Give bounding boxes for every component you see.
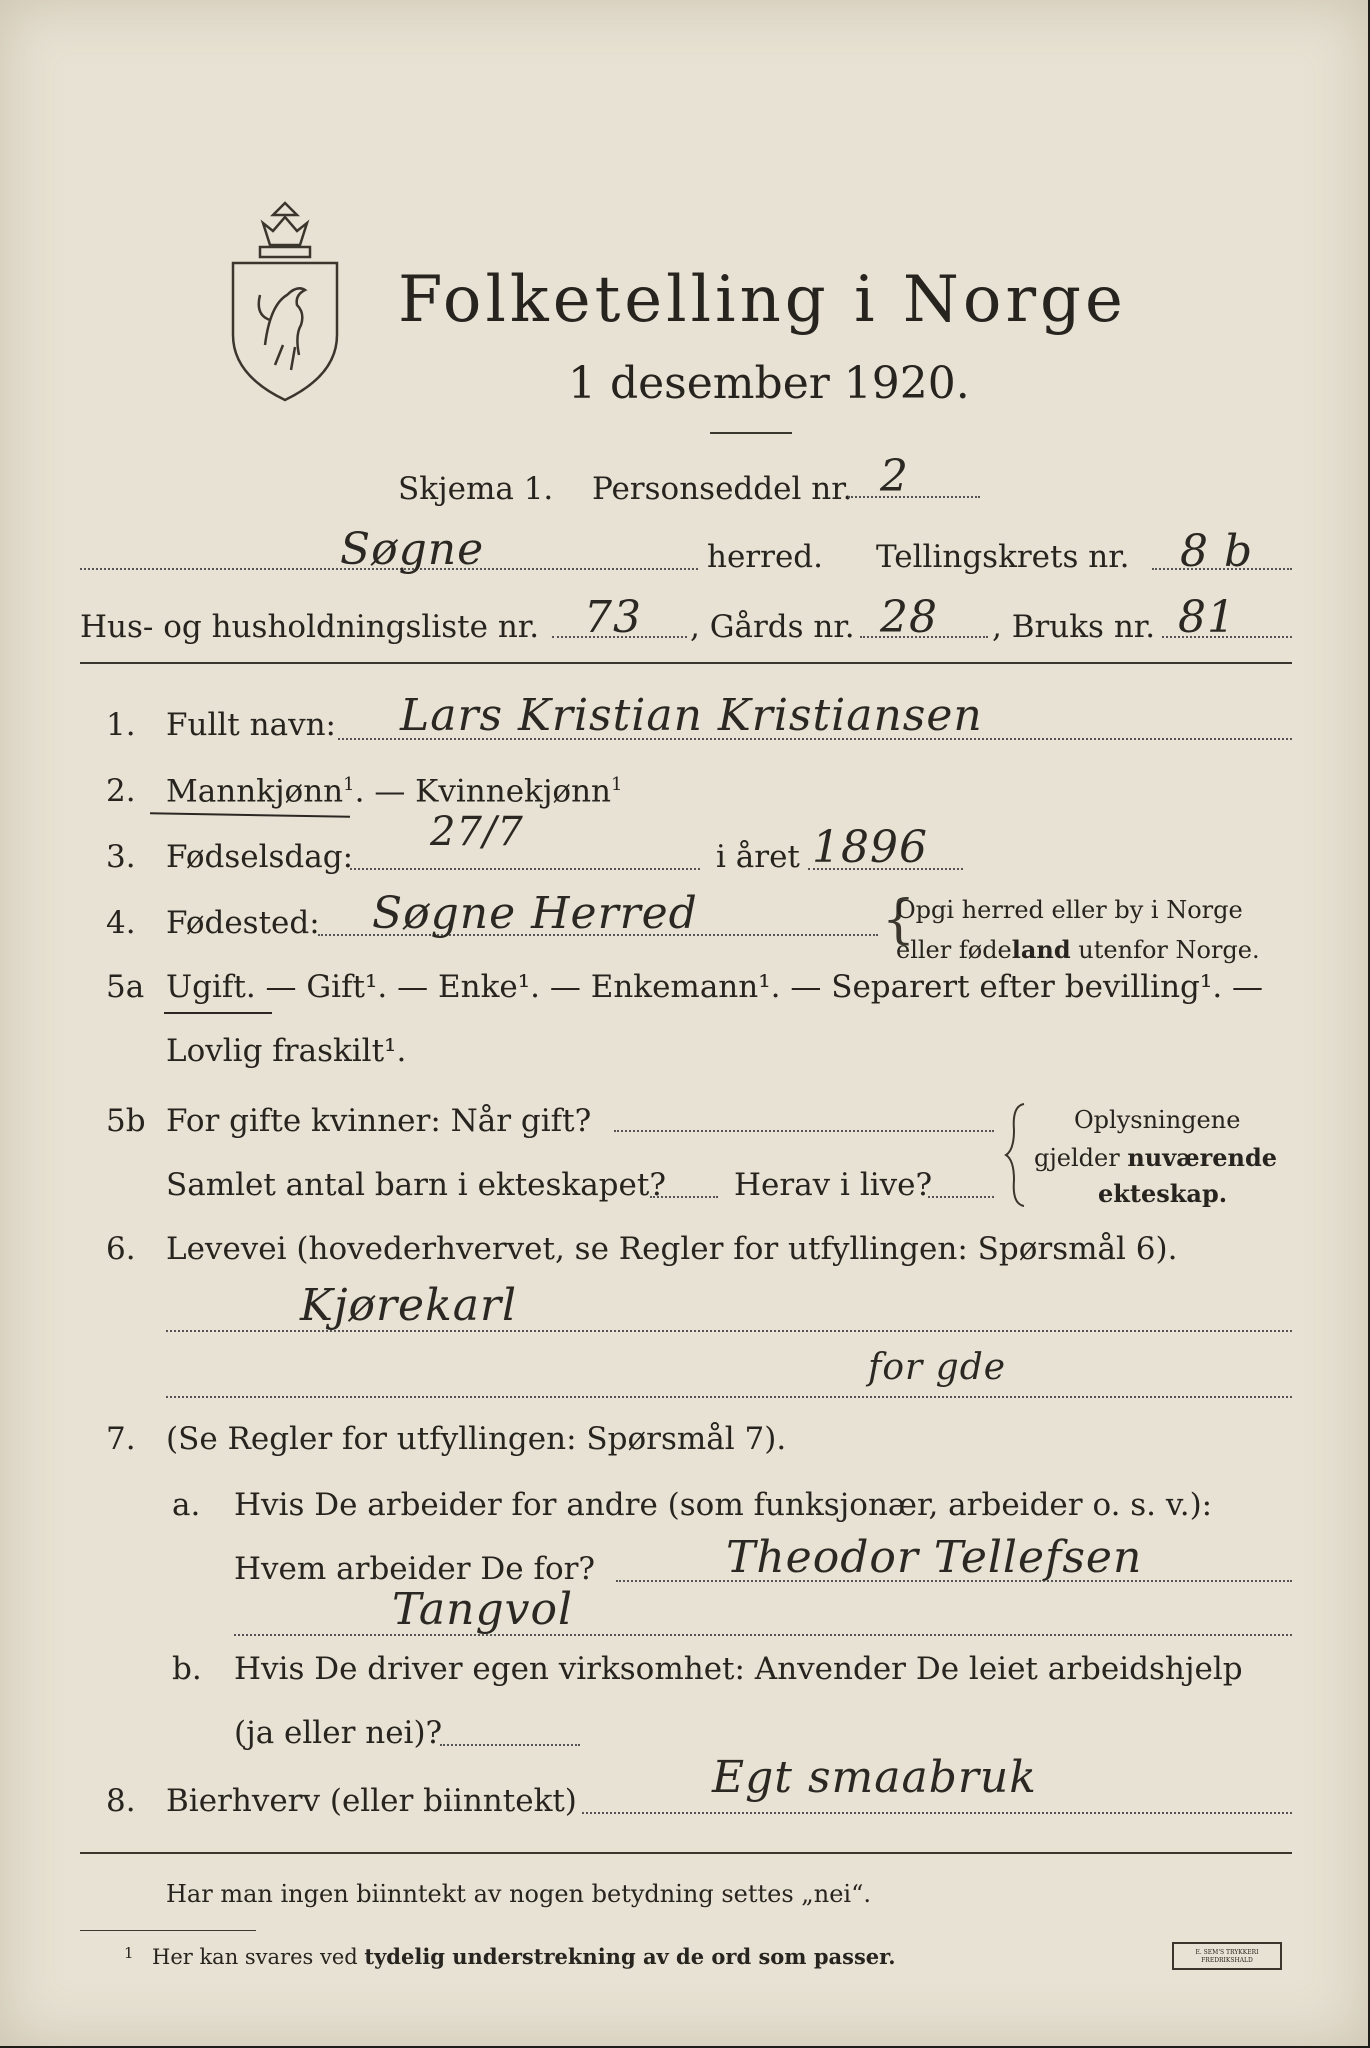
- footer-rule: [80, 1852, 1292, 1854]
- q7a-number: a.: [172, 1487, 201, 1523]
- q4-note-line1: Opgi herred eller by i Norge: [896, 896, 1243, 924]
- q5b-children: Samlet antal barn i ekteskapet?: [166, 1167, 666, 1203]
- q7a-label: Hvis De arbeider for andre (som funksjonær, arbeider o. s. v.):: [234, 1487, 1213, 1523]
- q7b-label-2: (ja eller nei)?: [234, 1715, 443, 1751]
- tellingskrets-label: Tellingskrets nr.: [876, 539, 1130, 575]
- side-income-value: Egt smaabruk: [712, 1752, 1037, 1803]
- q5a-options: Ugift. — Gift¹. — Enke¹. — Enkemann¹. — Separert efter bevilling¹. —: [166, 969, 1264, 1005]
- header-rule: [80, 662, 1292, 664]
- ugift-underline: [164, 1012, 272, 1014]
- personseddel-value: 2: [880, 451, 909, 502]
- q4-number: 4.: [106, 905, 136, 941]
- q3-number: 3.: [106, 839, 136, 875]
- gender-male-label: Mannkjønn: [166, 773, 344, 810]
- schema-label: Skjema 1.: [398, 471, 554, 507]
- q1-number: 1.: [106, 707, 136, 743]
- norway-coat-of-arms-icon: [225, 195, 345, 405]
- q4-bracket: {: [882, 890, 916, 950]
- occupation-value-2: for gde: [868, 1347, 1007, 1388]
- bruks-value: 81: [1178, 592, 1236, 643]
- ugift-option: Ugift: [166, 969, 246, 1005]
- hus-label: Hus- og husholdningsliste nr.: [80, 609, 540, 645]
- herred-label: herred.: [707, 539, 823, 575]
- q3-label: Fødselsdag:: [166, 839, 354, 875]
- q5a-line2: Lovlig fraskilt¹.: [166, 1033, 407, 1069]
- q7a-employer-label: Hvem arbeider De for?: [234, 1551, 596, 1587]
- full-name-value: Lars Kristian Kristiansen: [400, 690, 983, 741]
- employer-value-2: Tangvol: [392, 1584, 574, 1635]
- q5a-number: 5a: [106, 969, 145, 1005]
- herred-value: Søgne: [340, 524, 485, 575]
- bruks-label: , Bruks nr.: [992, 609, 1156, 645]
- birth-year-value: 1896: [812, 822, 928, 873]
- q5b-note-line1: Oplysningene: [1074, 1106, 1241, 1134]
- q7b-label: Hvis De driver egen virksomhet: Anvender De leiet arbeidshjelp: [234, 1651, 1243, 1687]
- occupation-value: Kjørekarl: [300, 1280, 518, 1331]
- q7-label: (Se Regler for utfyllingen: Spørsmål 7).: [166, 1421, 787, 1457]
- q2-gender: Mannkjønn$^1$. — Kvinnekjønn$^1$: [166, 773, 623, 810]
- title-divider: [710, 432, 792, 434]
- employer-value: Theodor Tellefsen: [726, 1532, 1143, 1583]
- q5b-married-when: For gifte kvinner: Når gift?: [166, 1103, 592, 1139]
- printer-stamp: E. SEM'S TRYKKERI FREDRIKSHALD: [1172, 1942, 1282, 1970]
- q1-label: Fullt navn:: [166, 707, 336, 743]
- q5b-alive: Herav i live?: [734, 1167, 933, 1203]
- male-underline: [150, 812, 350, 817]
- q7-number: 7.: [106, 1421, 136, 1457]
- census-date: 1 desember 1920.: [568, 358, 970, 409]
- q2-number: 2.: [106, 773, 136, 809]
- q5b-number: 5b: [106, 1103, 146, 1139]
- q4-note-line2: eller fødeland utenfor Norge.: [896, 935, 1260, 964]
- q8-number: 8.: [106, 1783, 136, 1819]
- q3-year-label: i året: [716, 839, 800, 875]
- gards-label: , Gårds nr.: [690, 609, 855, 645]
- q6-number: 6.: [106, 1231, 136, 1267]
- footer-note: Har man ingen biinntekt av nogen betydning settes „nei“.: [166, 1880, 871, 1908]
- q5b-note-line2: gjelder nuværende: [1034, 1143, 1278, 1172]
- gards-value: 28: [880, 592, 938, 643]
- q8-label: Bierhverv (eller biinntekt): [166, 1783, 577, 1819]
- birthplace-value: Søgne Herred: [372, 888, 698, 939]
- tellingskrets-value: 8 b: [1180, 526, 1254, 577]
- form-title: Folketelling i Norge: [398, 263, 1127, 337]
- q7b-number: b.: [172, 1651, 202, 1687]
- footnote-text: Her kan svares ved tydelig understrekning av de ord som passer.: [152, 1944, 896, 1969]
- q4-label: Fødested:: [166, 905, 320, 941]
- q5b-bracket-icon: [1002, 1100, 1032, 1210]
- q6-label: Levevei (hovederhvervet, se Regler for utfyllingen: Spørsmål 6).: [166, 1231, 1178, 1267]
- gender-female-label: . — Kvinnekjønn: [354, 773, 612, 810]
- q5b-note-line3: ekteskap.: [1098, 1179, 1228, 1208]
- birthday-value: 27/7: [430, 809, 524, 855]
- hus-value: 73: [584, 592, 642, 643]
- personseddel-label: Personseddel nr.: [592, 471, 853, 507]
- footnote-number: 1: [124, 1944, 134, 1962]
